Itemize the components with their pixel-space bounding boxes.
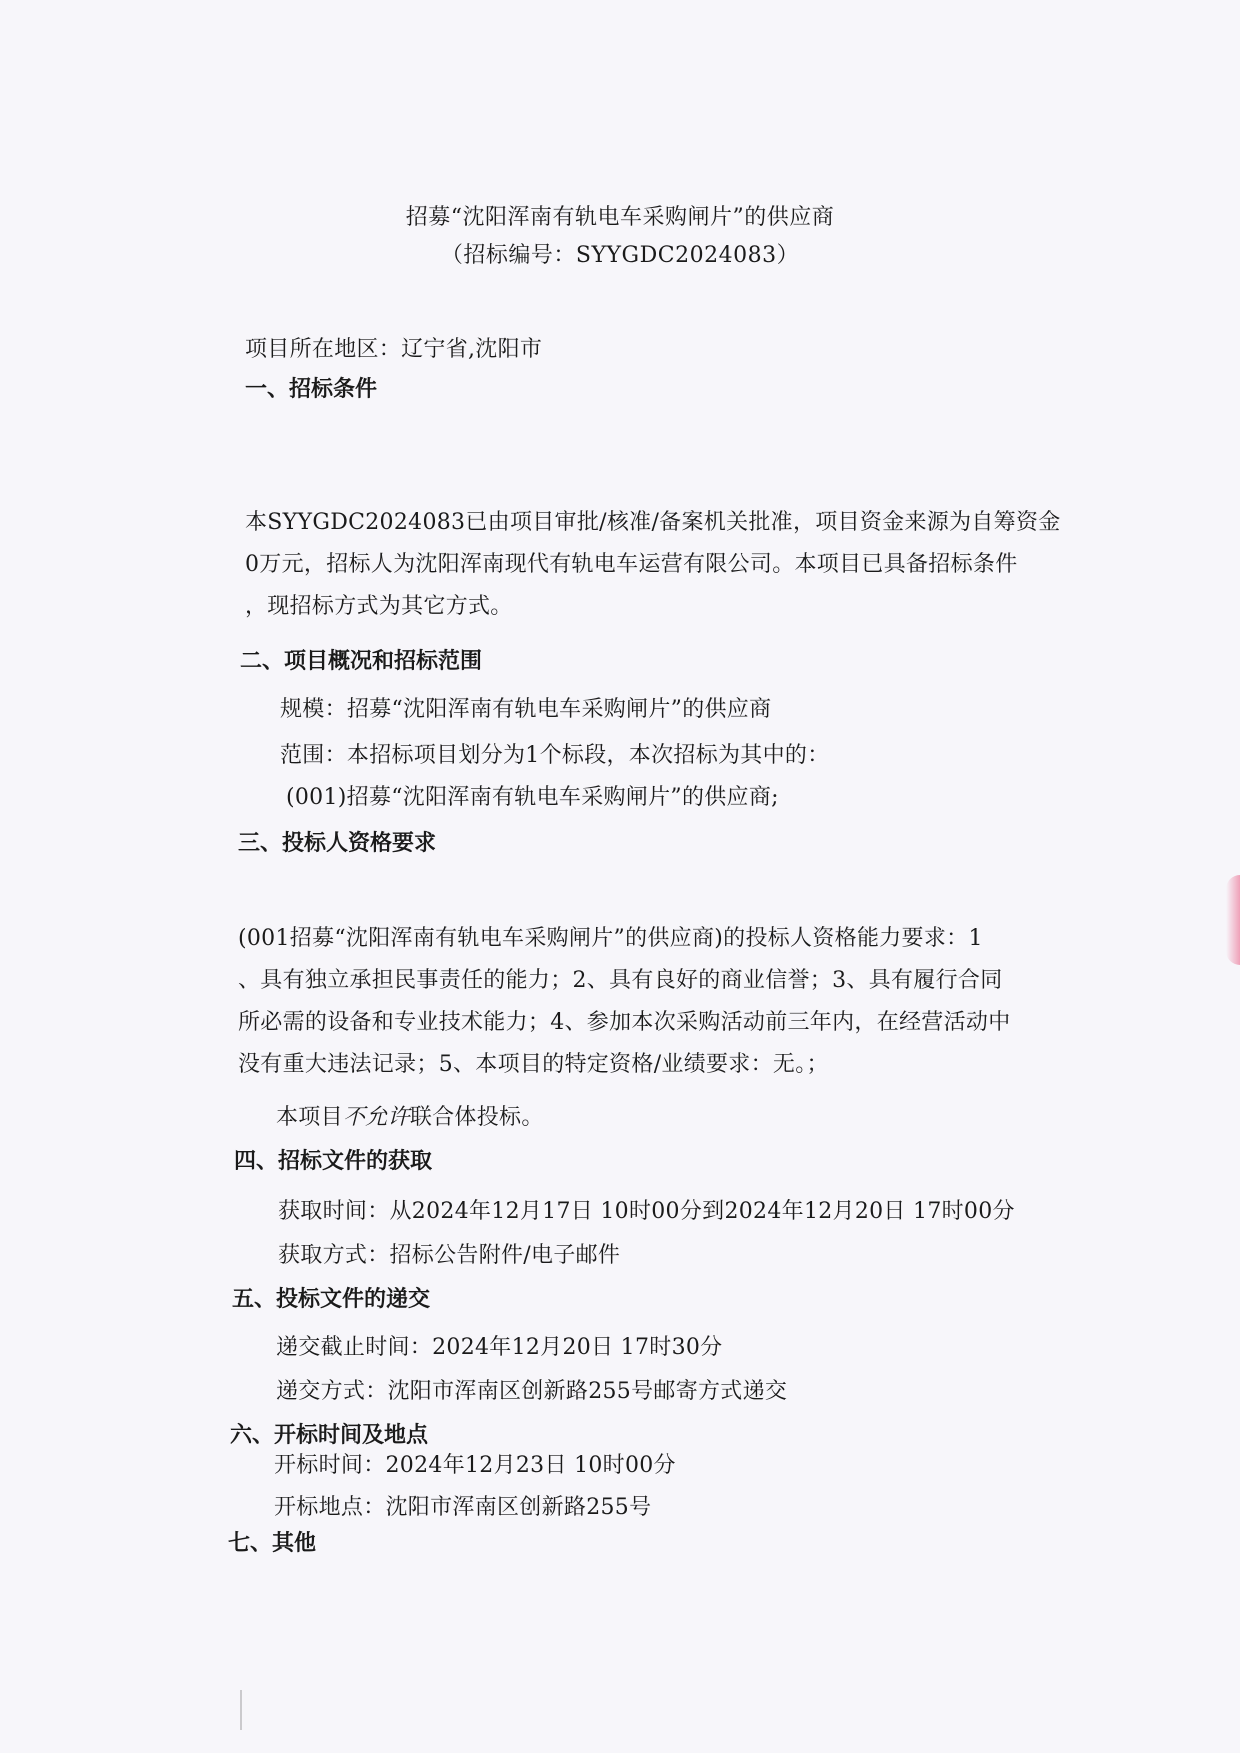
paragraph-line: ，现招标方式为其它方式。 bbox=[245, 594, 513, 619]
opening-place: 开标地点：沈阳市浑南区创新路255号 bbox=[274, 1495, 652, 1520]
scan-artifact bbox=[240, 1690, 242, 1730]
consortium-suffix: 联合体投标。 bbox=[409, 1105, 544, 1130]
project-location: 项目所在地区：辽宁省,沈阳市 bbox=[245, 337, 543, 362]
paragraph-line: 0万元，招标人为沈阳浑南现代有轨电车运营有限公司。本项目已具备招标条件 bbox=[245, 552, 1018, 577]
paragraph-line: 所必需的设备和专业技术能力；4、参加本次采购活动前三年内，在经营活动中 bbox=[238, 1010, 1011, 1035]
paragraph-line: (001招募“沈阳浑南有轨电车采购闸片”的供应商)的投标人资格能力要求：1 bbox=[238, 926, 983, 951]
consortium-not-allowed: 不允许 bbox=[342, 1105, 410, 1130]
scope-line: 范围：本招标项目划分为1个标段，本次招标为其中的： bbox=[280, 743, 830, 768]
document-subtitle: （招标编号：SYYGDC2024083） bbox=[440, 243, 800, 268]
lot-line: (001)招募“沈阳浑南有轨电车采购闸片”的供应商; bbox=[286, 785, 779, 810]
paragraph-line: 、具有独立承担民事责任的能力；2、具有良好的商业信誉；3、具有履行合同 bbox=[238, 968, 1003, 993]
section-heading-4: 四、招标文件的获取 bbox=[234, 1149, 433, 1174]
submit-deadline: 递交截止时间：2024年12月20日 17时30分 bbox=[276, 1335, 723, 1360]
document-title: 招募“沈阳浑南有轨电车采购闸片”的供应商 bbox=[405, 205, 835, 230]
consortium-prefix: 本项目 bbox=[276, 1105, 343, 1130]
paragraph-line: 没有重大违法记录；5、本项目的特定资格/业绩要求：无。； bbox=[238, 1052, 829, 1077]
stamp-fragment bbox=[1226, 875, 1240, 965]
section-heading-3: 三、投标人资格要求 bbox=[238, 831, 437, 856]
paragraph-line: 本SYYGDC2024083已由项目审批/核准/备案机关批准，项目资金来源为自筹资金 bbox=[245, 510, 1061, 535]
obtain-method: 获取方式：招标公告附件/电子邮件 bbox=[278, 1243, 621, 1268]
obtain-time: 获取时间：从2024年12月17日 10时00分到2024年12月20日 17时00分 bbox=[278, 1199, 1015, 1224]
opening-time: 开标时间：2024年12月23日 10时00分 bbox=[274, 1453, 676, 1478]
submit-method: 递交方式：沈阳市浑南区创新路255号邮寄方式递交 bbox=[276, 1379, 788, 1404]
scale-line: 规模：招募“沈阳浑南有轨电车采购闸片”的供应商 bbox=[280, 697, 772, 722]
section-heading-7: 七、其他 bbox=[228, 1531, 317, 1556]
consortium-line bbox=[276, 1100, 544, 1131]
section-heading-6: 六、开标时间及地点 bbox=[230, 1423, 429, 1448]
section-heading-2: 二、项目概况和招标范围 bbox=[240, 649, 483, 674]
section-heading-1: 一、招标条件 bbox=[245, 377, 378, 402]
section-heading-5: 五、投标文件的递交 bbox=[232, 1287, 431, 1312]
section-1-paragraph bbox=[245, 502, 1061, 628]
section-3-paragraph bbox=[238, 918, 1011, 1086]
